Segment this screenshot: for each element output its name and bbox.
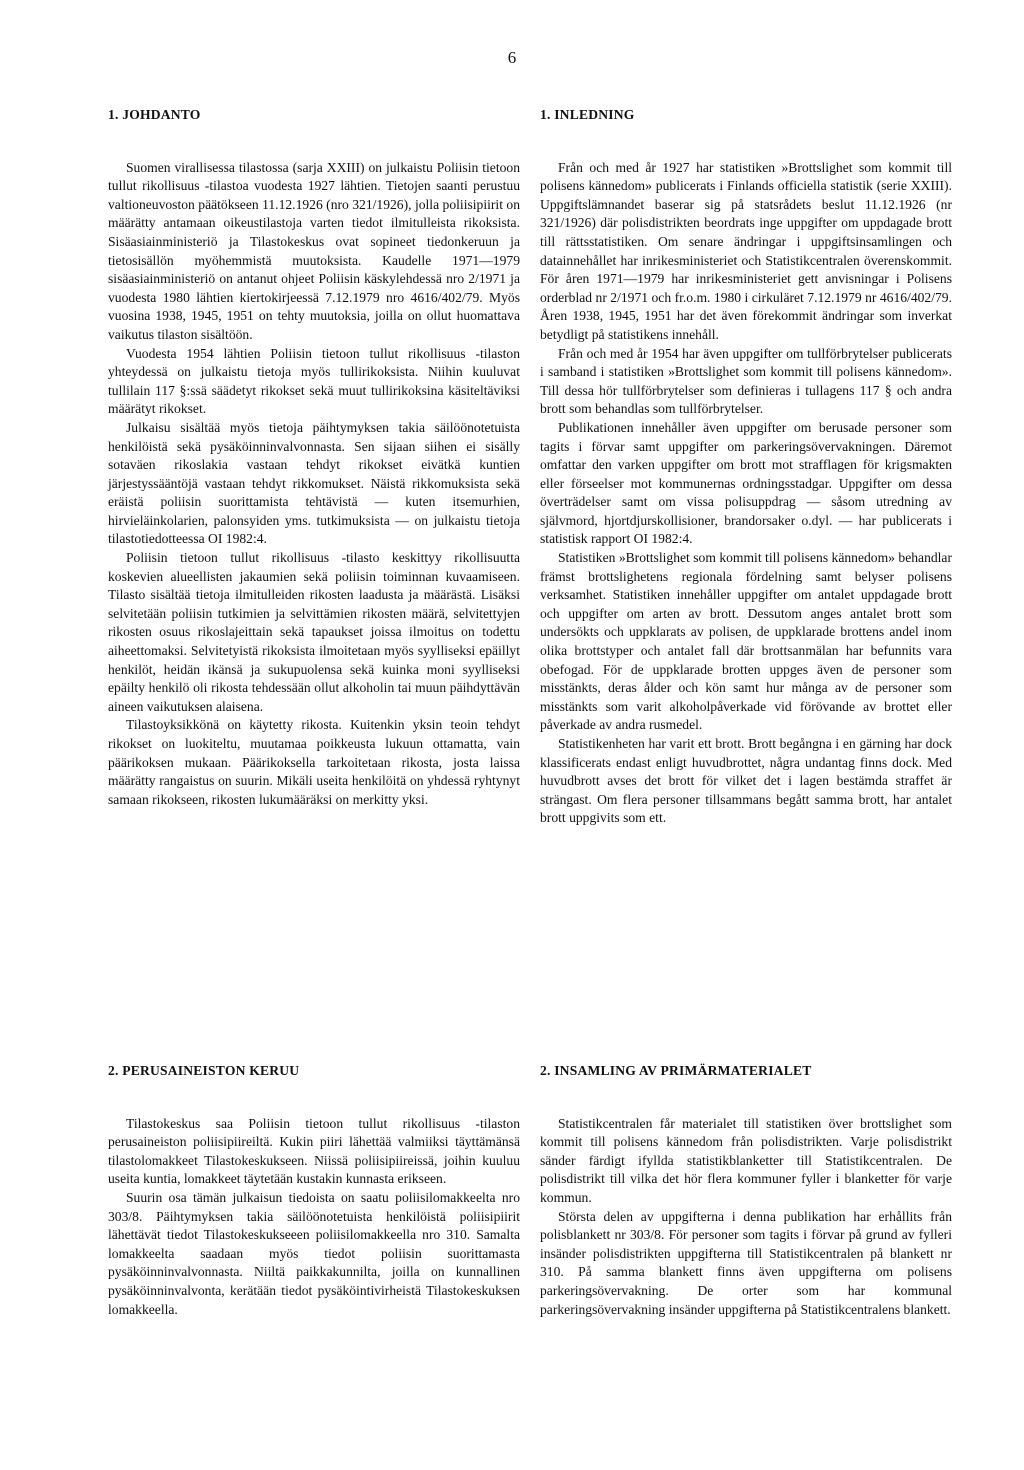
paragraph: Från och med år 1927 har statistiken »Brottslighet som kommit till polisens kännedom» publicerats i Finlands officiella statistik (serie XXIII). Uppgiftslämnandet baserar sig på statsrådets beslut 11.12.1926 (nr 321/1926) där polisdistrikten beordrats inge uppgifter om uppdagade brott till rättsstatistiken. Om senare ändringar i uppgiftsinsamlingen och datainnehållet har inrikesministeriet och Statistikcentralen överenskommit. För åren 1971—1979 har inrikesministeriet gett anvisningar i Polisens orderblad nr 2/1971 och fr.o.m. 1980 i cirkuläret 7.12.1979 nr 4616/402/79. Åren 1938, 1945, 1951 har det även förekommit ändringar som inverkat betydligt på statistikens innehåll. [540, 159, 952, 342]
paragraph: Suomen virallisessa tilastossa (sarja XXIII) on julkaistu Poliisin tietoon tullut rikollisuus -tilastoa vuodesta 1927 lähtien. Tietojen saanti perustuu valtioneuvoston päätökseen 11.12.1926 (nro 321/1926), jolla poliisipiirit on määrätty antamaan oikeustilastoja varten tiedot ilmitulleista rikoksista. Sisäasiainministeriö ja Tilastokeskus ovat sopineet tiedonkeruun ja tietosisällön myöhemmistä muutoksista. Kaudelle 1971—1979 sisäasiainministeriö on antanut ohjeet Poliisin käskylehdessä nro 2/1971 ja vuodesta 1980 lähtien kiertokirjeessä 7.12.1979 nro 4616/402/79. Myös vuosina 1938, 1945, 1951 on tehty muutoksia, joilla on ollut huomattava vaikutus tilaston sisältöön. [108, 159, 520, 342]
finnish-data-collection-section [108, 1062, 520, 1319]
paragraph: Poliisin tietoon tullut rikollisuus -tilasto keskittyy rikollisuutta koskevien alueellisten jakaumien sekä poliisin toiminnan kuvaamiseen. Tilasto sisältää tietoja ilmitulleiden rikosten laadusta ja määrästä. Lisäksi selvitetään poliisin tutkimien ja selvittämien rikosten määrä, selvitettyjen rikosten osuus rikoslajeittain sekä tapaukset joissa ilmoitus on todettu aiheettomaksi. Selvitetyistä rikoksista ilmoitetaan myös syylliseksi epäillyt henkilöt, heidän ikänsä ja sukupuolensa sekä kuinka moni syylliseksi epäilty henkilö oli rikosta tehdessään ollut alkoholin tai muun päihdyttävän aineen vaikutuksen alaisena. [108, 550, 520, 714]
finnish-introduction-section [108, 106, 520, 809]
paragraph: Vuodesta 1954 lähtien Poliisin tietoon tullut rikollisuus -tilaston yhteydessä on julkaistu tietoja myös tullirikoksista. Niihin kuuluvat tullilain 117 §:ssä säädetyt rikokset sekä muut tullirikoksina käsiteltäviksi määrätyt rikokset. [108, 345, 520, 417]
paragraph: Från och med år 1954 har även uppgifter om tullförbrytelser publicerats i samband i statistiken »Brottslighet som kommit till polisens kännedom». Till dessa hör tullförbrytelser som definieras i tullagens 117 § och andra brott som behandlas som tullförbrytelser. [540, 345, 952, 417]
paragraph: Tilastokeskus saa Poliisin tietoon tullut rikollisuus -tilaston perusaineiston poliisipiireiltä. Kukin piiri lähettää valmiiksi täyttämänsä tilastolomakkeet Tilastokeskukseen. Niissä poliisipiireissä, joihin kuuluu useita kuntia, lomakkeet täytetään kustakin kunnasta erikseen. [108, 1115, 520, 1187]
paragraph: Tilastoyksikkönä on käytetty rikosta. Kuitenkin yksin teoin tehdyt rikokset on luokiteltu, muutamaa poikkeusta lukuun ottamatta, vain päärikoksen mukaan. Päärikoksella tarkoitetaan rikosta, josta laissa määrätty rangaistus on suurin. Mikäli useita henkilöitä on yhdessä ryhtynyt samaan rikokseen, rikosten lukumääräksi on merkitty yksi. [108, 717, 520, 807]
section-heading: 2. INSAMLING AV PRIMÄRMATERIALET [540, 1063, 812, 1078]
paragraph: Statistiken »Brottslighet som kommit till polisens kännedom» behandlar främst brottslighetens regionala fördelning samt belyser polisens verksamhet. Statistiken innehåller uppgifter om antalet uppdagade brott och uppgifter om arten av brott. Dessutom anges antalet brott som undersökts och uppklarats av polisen, de uppklarade brottens andel inom olika brottstyper och antalet fall där brottsanmälan har befunnits vara obefogad. För de uppklarade brotten uppges även de personer som misstänkts, deras ålder och kön samt hur många av de personer som misstänkts som varit alkoholpåverkade vid förövande av brottet eller påverkade av andra rusmedel. [540, 550, 952, 733]
swedish-introduction-section [540, 106, 952, 828]
paragraph: Publikationen innehåller även uppgifter om berusade personer som tagits i förvar samt uppgifter om parkeringsövervakningen. Däremot omfattar den varken uppgifter om brott mot strafflagen för krigsmakten eller förseelser mot kommunernas ordningsstadgar. Uppgifter om dessa överträdelser samt om vissa polisuppdrag — såsom utredning av självmord, hjortdjurskollisioner, brandorsaker o.dyl. — har publicerats i statistisk rapport OI 1982:4. [540, 419, 952, 547]
paragraph: Julkaisu sisältää myös tietoja päihtymyksen takia säilöönotetuista henkilöistä sekä pysäköinninvalvonnasta. Sen sijaan siihen ei sisälly sotaväen rikoslakia vastaan tehdyt rikokset eivätkä kuntien järjestyssääntöjä vastaan tehdyt rikkomukset. Näistä rikkomuksista sekä eräistä poliisin suorittamista tehtävistä — kuten itsemurhien, hirvieläinkolarien, palonsyiden yms. tutkimuksista — on julkaistu tietoja tilastotiedotteessa OI 1982:4. [108, 419, 520, 547]
section-heading: 1. JOHDANTO [108, 107, 201, 122]
page-number: 6 [507, 48, 517, 67]
paragraph: Statistikenheten har varit ett brott. Brott begångna i en gärning har dock klassificerats endast enligt huvudbrottet, några undantag finns dock. Med huvudbrott avses det brott för vilket det i lagen bestämda straffet är strängast. Om flera personer tillsammans begått samma brott, har antalet brott uppgivits som ett. [540, 736, 952, 826]
paragraph: Största delen av uppgifterna i denna publikation har erhållits från polisblankett nr 303/8. För personer som tagits i förvar på grund av fylleri insänder polisdistrikten uppgifterna till Statistikcentralen på blankett nr 310. På samma blankett finns även uppgifterna om polisens parkeringsövervakning. De orter som har kommunal parkeringsövervakning insänder uppgifterna på Statistikcentralens blankett. [540, 1208, 952, 1317]
section-heading: 2. PERUSAINEISTON KERUU [108, 1063, 300, 1078]
section-heading: 1. INLEDNING [540, 107, 635, 122]
paragraph: Suurin osa tämän julkaisun tiedoista on saatu poliisilomakkeelta nro 303/8. Päihtymyksen takia säilöönotetuista henkilöistä poliisipiirit lähettävät tiedot Tilastokeskukseeen poliisilomakkeella nro 310. Samalta lomakkeelta saadaan myös tiedot poliisin suorittamasta pysäköinninvalvonnasta. Niiltä paikkakunnilta, joilla on kunnallinen pysäköinninvalvonta, kerätään tiedot pysäköintivirheistä Tilastokeskuksen lomakkeella. [108, 1189, 520, 1317]
swedish-data-collection-section [540, 1062, 952, 1319]
paragraph: Statistikcentralen får materialet till statistiken över brottslighet som kommit till polisens kännedom från polisdistrikten. Varje polisdistrikt sänder färdigt ifyllda statistikblanketter till Statistikcentralen. De polisdistrikt till vilka det hör flera kommuner fyller i blanketter för varje kommun. [540, 1115, 952, 1205]
